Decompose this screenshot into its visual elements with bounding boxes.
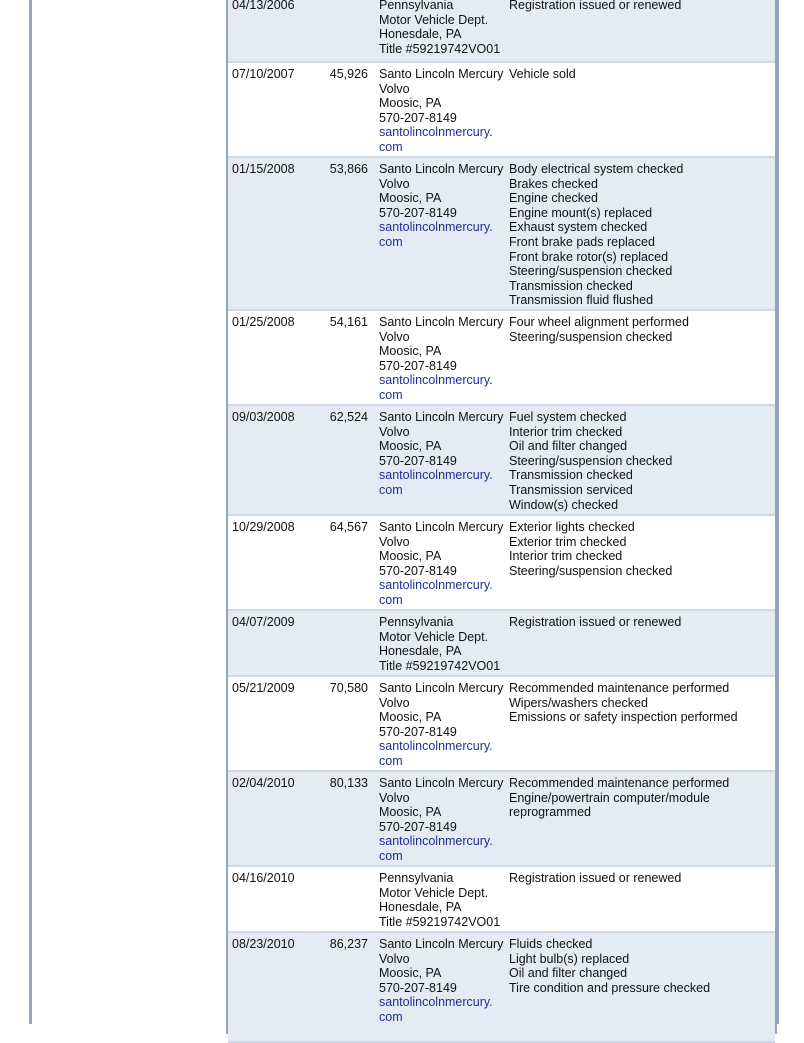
- comment-line: Steering/suspension checked: [509, 329, 673, 344]
- table-row: [228, 516, 775, 611]
- dealer-website-link[interactable]: com: [379, 139, 403, 154]
- comment-line: Registration issued or renewed: [509, 871, 682, 885]
- source-line: Santo Lincoln Mercury: [379, 67, 504, 81]
- dealer-website-link[interactable]: com: [379, 592, 403, 607]
- table-row: [228, 867, 775, 933]
- record-date: 10/29/2008: [232, 520, 295, 534]
- record-comments: [509, 67, 576, 82]
- source-line: Moosic, PA: [379, 439, 442, 454]
- record-comments: [509, 681, 738, 725]
- source-line: 570-207-8149: [379, 205, 457, 220]
- source-line: Volvo: [379, 81, 410, 96]
- table-row: [228, 0, 775, 63]
- record-mileage: 70,580: [329, 681, 368, 695]
- comment-line: reprogrammed: [509, 805, 591, 820]
- dealer-website-link[interactable]: com: [379, 482, 403, 497]
- source-line: Volvo: [379, 951, 410, 966]
- source-line: 570-207-8149: [379, 819, 457, 834]
- source-line: Santo Lincoln Mercury: [379, 162, 504, 176]
- source-line: Moosic, PA: [379, 96, 442, 111]
- record-date: 07/10/2007: [232, 67, 295, 81]
- comment-line: Interior trim checked: [509, 424, 623, 439]
- record-source: [379, 681, 503, 769]
- comment-line: Exterior trim checked: [509, 534, 627, 549]
- record-comments: [509, 315, 689, 344]
- record-source: [379, 0, 500, 56]
- record-source: [379, 315, 503, 403]
- comment-line: Front brake rotor(s) replaced: [509, 249, 669, 264]
- table-row: [228, 158, 775, 311]
- source-line: Pennsylvania: [379, 615, 454, 629]
- table-row: [228, 63, 775, 158]
- source-line: Santo Lincoln Mercury: [379, 937, 504, 951]
- source-line: Motor Vehicle Dept.: [379, 12, 489, 27]
- dealer-website-link[interactable]: com: [379, 387, 403, 402]
- comment-line: Brakes checked: [509, 176, 598, 191]
- comment-line: Interior trim checked: [509, 549, 623, 564]
- source-line: Honesdale, PA: [379, 27, 462, 42]
- source-line: Volvo: [379, 695, 410, 710]
- source-line: Santo Lincoln Mercury: [379, 315, 504, 329]
- source-line: Pennsylvania: [379, 871, 454, 885]
- record-date: 02/04/2010: [232, 776, 295, 790]
- comment-line: Oil and filter changed: [509, 439, 628, 454]
- source-line: Santo Lincoln Mercury: [379, 410, 504, 424]
- comment-line: Fluids checked: [509, 937, 593, 951]
- record-mileage: 45,926: [329, 67, 368, 81]
- record-date: 05/21/2009: [232, 681, 295, 695]
- record-date: 09/03/2008: [232, 410, 295, 424]
- comment-line: Steering/suspension checked: [509, 264, 673, 279]
- record-source: [379, 410, 503, 498]
- dealer-website-link[interactable]: santolincolnmercury.: [379, 220, 493, 235]
- record-comments: [509, 871, 681, 886]
- table-row: [228, 611, 775, 677]
- record-date: 01/25/2008: [232, 315, 295, 329]
- table-row: [228, 772, 775, 867]
- record-date: 04/13/2006: [232, 0, 295, 12]
- table-row: [228, 311, 775, 406]
- record-source: [379, 871, 500, 929]
- comment-line: Front brake pads replaced: [509, 234, 655, 249]
- record-source: [379, 615, 500, 673]
- source-line: Moosic, PA: [379, 344, 442, 359]
- source-line: 570-207-8149: [379, 724, 457, 739]
- source-line: Honesdale, PA: [379, 900, 462, 915]
- comment-line: Engine checked: [509, 191, 598, 206]
- dealer-website-link[interactable]: santolincolnmercury.: [379, 373, 493, 388]
- record-mileage: 54,161: [329, 315, 368, 329]
- source-line: Pennsylvania: [379, 0, 454, 12]
- dealer-website-link[interactable]: com: [379, 234, 403, 249]
- source-line: Motor Vehicle Dept.: [379, 885, 489, 900]
- dealer-website-link[interactable]: santolincolnmercury.: [379, 995, 493, 1010]
- record-mileage: 53,866: [329, 162, 368, 176]
- comment-line: Engine mount(s) replaced: [509, 205, 653, 220]
- dealer-website-link[interactable]: santolincolnmercury.: [379, 468, 493, 483]
- source-line: Honesdale, PA: [379, 644, 462, 659]
- source-line: Moosic, PA: [379, 966, 442, 981]
- comment-line: Registration issued or renewed: [509, 0, 682, 12]
- record-mileage: 80,133: [329, 776, 368, 790]
- record-source: [379, 67, 503, 155]
- comment-line: Exhaust system checked: [509, 220, 648, 235]
- comment-line: Wipers/washers checked: [509, 695, 648, 710]
- comment-line: Transmission fluid flushed: [509, 293, 654, 308]
- record-comments: [509, 410, 672, 512]
- source-line: Title #59219742VO01: [379, 914, 501, 929]
- dealer-website-link[interactable]: santolincolnmercury.: [379, 578, 493, 593]
- source-line: Volvo: [379, 790, 410, 805]
- dealer-website-link[interactable]: santolincolnmercury.: [379, 125, 493, 140]
- dealer-website-link[interactable]: com: [379, 848, 403, 863]
- source-line: Volvo: [379, 329, 410, 344]
- record-source: [379, 937, 503, 1025]
- comment-line: Vehicle sold: [509, 67, 576, 81]
- vehicle-history-table: [226, 0, 777, 1034]
- record-comments: [509, 615, 681, 630]
- record-mileage: 86,237: [329, 937, 368, 951]
- record-comments: [509, 0, 681, 13]
- record-comments: [509, 937, 710, 995]
- source-line: Moosic, PA: [379, 191, 442, 206]
- record-date: 04/07/2009: [232, 615, 295, 629]
- comment-line: Transmission checked: [509, 278, 633, 293]
- comment-line: Window(s) checked: [509, 497, 619, 512]
- source-line: 570-207-8149: [379, 110, 457, 125]
- comment-line: Four wheel alignment performed: [509, 315, 689, 329]
- comment-line: Registration issued or renewed: [509, 615, 682, 629]
- source-line: Volvo: [379, 424, 410, 439]
- source-line: Volvo: [379, 176, 410, 191]
- comment-line: Steering/suspension checked: [509, 563, 673, 578]
- source-line: Santo Lincoln Mercury: [379, 776, 504, 790]
- source-line: 570-207-8149: [379, 453, 457, 468]
- record-date: 01/15/2008: [232, 162, 295, 176]
- record-mileage: 64,567: [329, 520, 368, 534]
- record-source: [379, 520, 503, 608]
- comment-line: Transmission checked: [509, 468, 633, 483]
- table-row: [228, 406, 775, 516]
- comment-line: Engine/powertrain computer/module: [509, 790, 710, 805]
- source-line: Santo Lincoln Mercury: [379, 520, 504, 534]
- comment-line: Steering/suspension checked: [509, 453, 673, 468]
- comment-line: Light bulb(s) replaced: [509, 951, 630, 966]
- record-date: 08/23/2010: [232, 937, 295, 951]
- record-comments: [509, 520, 672, 578]
- source-line: Title #59219742VO01: [379, 658, 501, 673]
- table-row: [228, 933, 775, 1043]
- source-line: 570-207-8149: [379, 358, 457, 373]
- comment-line: Oil and filter changed: [509, 966, 628, 981]
- table-row: [228, 677, 775, 772]
- comment-line: Transmission serviced: [509, 482, 633, 497]
- record-source: [379, 162, 503, 250]
- dealer-website-link[interactable]: com: [379, 753, 403, 768]
- dealer-website-link[interactable]: com: [379, 1009, 403, 1024]
- source-line: Moosic, PA: [379, 549, 442, 564]
- source-line: Title #59219742VO01: [379, 41, 501, 56]
- source-line: Moosic, PA: [379, 710, 442, 725]
- source-line: 570-207-8149: [379, 563, 457, 578]
- comment-line: Recommended maintenance performed: [509, 776, 730, 790]
- record-source: [379, 776, 503, 864]
- record-comments: [509, 776, 729, 820]
- dealer-website-link[interactable]: santolincolnmercury.: [379, 739, 493, 754]
- record-comments: [509, 162, 683, 308]
- comment-line: Exterior lights checked: [509, 520, 635, 534]
- source-line: Volvo: [379, 534, 410, 549]
- dealer-website-link[interactable]: santolincolnmercury.: [379, 834, 493, 849]
- record-date: 04/16/2010: [232, 871, 295, 885]
- comment-line: Tire condition and pressure checked: [509, 980, 711, 995]
- comment-line: Recommended maintenance performed: [509, 681, 730, 695]
- page-left-border: [29, 0, 32, 1024]
- source-line: 570-207-8149: [379, 980, 457, 995]
- record-mileage: 62,524: [329, 410, 368, 424]
- comment-line: Emissions or safety inspection performed: [509, 710, 738, 725]
- source-line: Moosic, PA: [379, 805, 442, 820]
- comment-line: Fuel system checked: [509, 410, 627, 424]
- source-line: Motor Vehicle Dept.: [379, 629, 489, 644]
- source-line: Santo Lincoln Mercury: [379, 681, 504, 695]
- comment-line: Body electrical system checked: [509, 162, 684, 176]
